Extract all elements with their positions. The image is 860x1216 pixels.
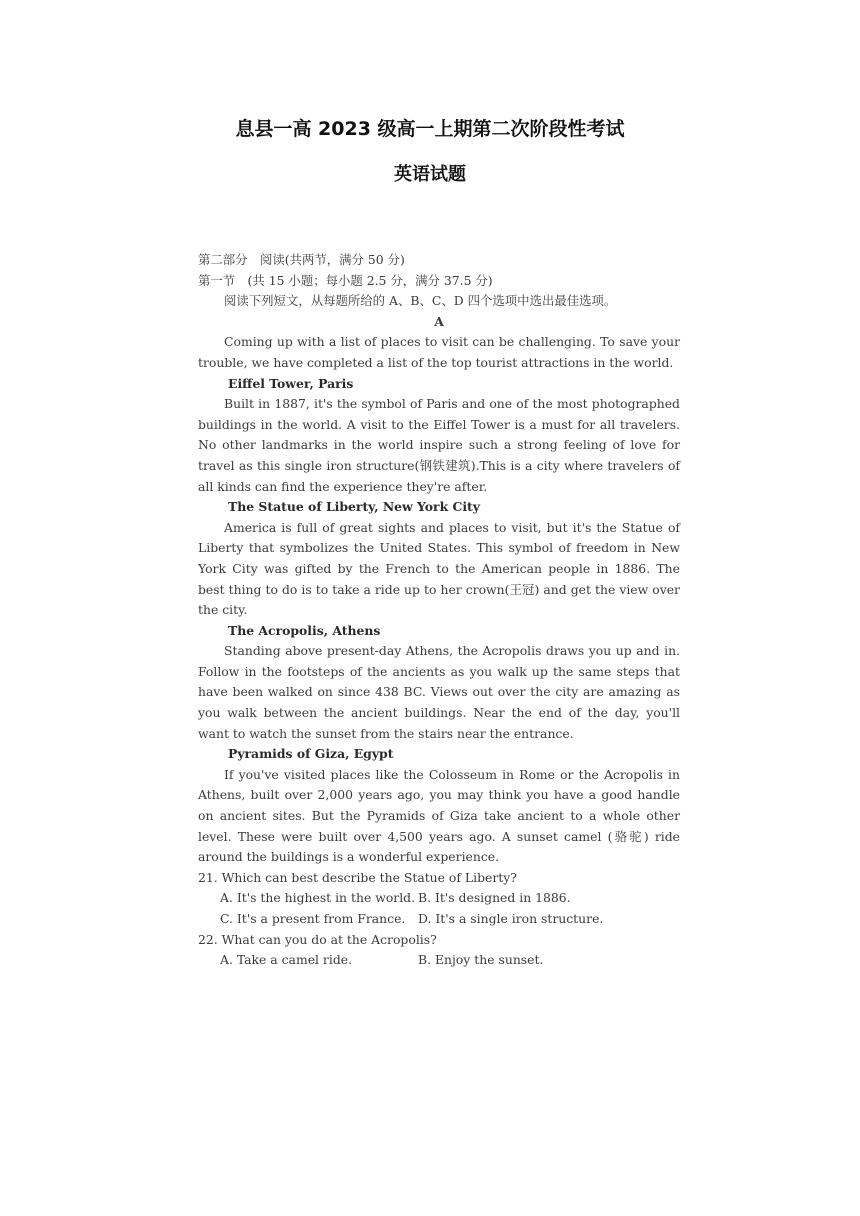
option-d: D. It's a single iron structure. bbox=[418, 911, 604, 926]
option-a: A. Take a camel ride. bbox=[220, 952, 353, 968]
question-stem: 22. What can you do at the Acropolis? bbox=[198, 931, 437, 947]
exam-title: 息县一高 2023 级高一上期第二次阶段性考试 bbox=[235, 118, 625, 140]
option-b: B. It's designed in 1886. bbox=[418, 890, 571, 906]
question-stem: 21. Which can best describe the Statue of Liberty? bbox=[198, 869, 517, 885]
passage-intro: Coming up with a list of places to visit can be challenging. To save your trouble, we have completed a list of the top tourist attractions in the world. bbox=[198, 334, 680, 370]
section-heading: 第一节 (共 15 小题；每小题 2.5 分，满分 37.5 分) bbox=[198, 272, 493, 288]
attraction-heading: Eiffel Tower, Paris bbox=[228, 375, 354, 391]
option-row bbox=[198, 909, 680, 930]
passage-label: A bbox=[434, 313, 444, 329]
part-heading: 第二部分 阅读(共两节，满分 50 分) bbox=[198, 252, 405, 267]
option-c: C. It's a present from France. bbox=[220, 911, 406, 926]
attraction-heading: The Acropolis, Athens bbox=[228, 622, 381, 638]
exam-subtitle: 英语试题 bbox=[394, 164, 466, 185]
option-row bbox=[198, 950, 680, 971]
attraction-text: Built in 1887, it's the symbol of Paris and one of the most photographed buildings in the world. A visit to the Eiffel Tower is a must for all travelers. No other landmarks in the world inspire such a strong feeling of love for travel as this single iron structure(钢铁建筑).This is a city where travelers of all kinds can find the experience they're after. bbox=[198, 396, 680, 494]
option-a: A. It's the highest in the world. bbox=[220, 890, 416, 906]
scanned-page bbox=[198, 250, 680, 971]
option-row bbox=[198, 888, 680, 909]
option-b: B. Enjoy the sunset. bbox=[418, 952, 544, 968]
attraction-text: America is full of great sights and places to visit, but it's the Statue of Liberty that symbolizes the United States. This symbol of freedom in New York City was gifted by the French to the American people in 1886. The best thing to do is to take a ride up to her crown(王冠) and get the view over the city. bbox=[198, 519, 680, 618]
attraction-heading: Pyramids of Giza, Egypt bbox=[228, 746, 394, 762]
attraction-heading: The Statue of Liberty, New York City bbox=[228, 499, 480, 515]
attraction-text: If you've visited places like the Colosseum in Rome or the Acropolis in Athens, built over 2,000 years ago, you may think you have a good handle on ancient sites. But the Pyramids of Giza take ancient to a whole other level. These were built over 4,500 years ago. A sunset camel (骆驼) ride around the buildings is a wonderful experience. bbox=[198, 766, 680, 865]
instruction: 阅读下列短文，从每题所给的 A、B、C、D 四个选项中选出最佳选项。 bbox=[224, 293, 617, 309]
attraction-text: Standing above present-day Athens, the Acropolis draws you up and in. Follow in the footsteps of the ancients as you walk up the same steps that have been walked on since 438 BC. Views out over the city are amazing as you walk between the ancient buildings. Near the end of the day, you'll want to watch the sunset from the stairs near the entrance. bbox=[198, 643, 680, 741]
